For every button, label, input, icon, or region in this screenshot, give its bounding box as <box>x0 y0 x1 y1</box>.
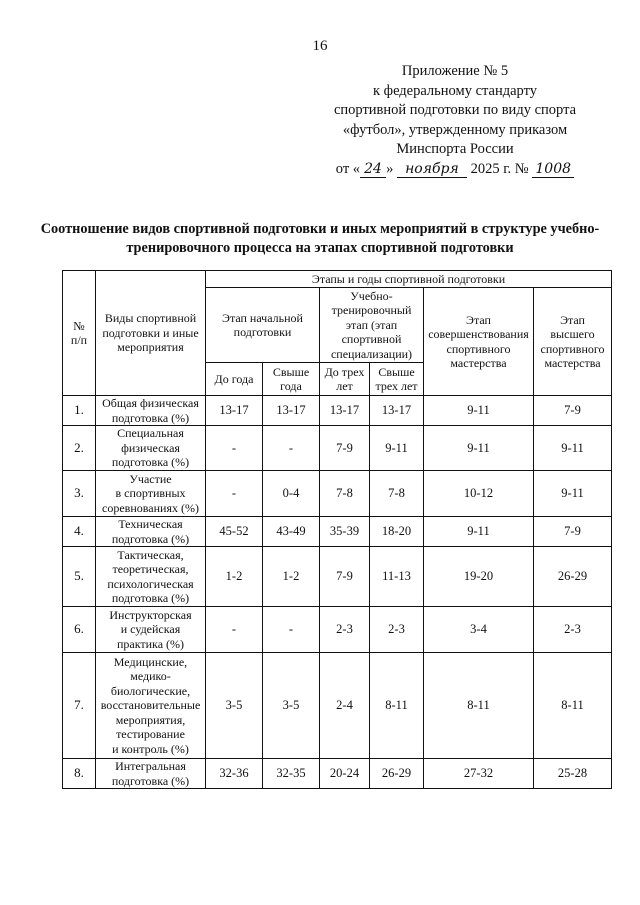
cell-value: 27-32 <box>424 759 534 789</box>
row-number: 8. <box>63 759 96 789</box>
cell-value: 19-20 <box>424 547 534 607</box>
row-number: 5. <box>63 547 96 607</box>
col-header-up-to-three: До трех лет <box>320 363 370 396</box>
order-month: ноября <box>397 162 467 178</box>
cell-value: 13-17 <box>263 396 320 426</box>
table-row <box>63 547 612 607</box>
annex-header <box>310 62 600 180</box>
cell-value: 8-11 <box>424 653 534 759</box>
row-number: 1. <box>63 396 96 426</box>
cell-value: 35-39 <box>320 517 370 547</box>
cell-value: 9-11 <box>424 426 534 471</box>
table-row <box>63 517 612 547</box>
cell-value: - <box>263 607 320 653</box>
annex-line-4: «футбол», утвержденному приказом <box>342 121 568 138</box>
col-header-stage-highest: Этап высшего спортивного мастерства <box>534 288 612 396</box>
cell-value: 13-17 <box>320 396 370 426</box>
row-kind: Тактическая, теоретическая, психологическая подготовка (%) <box>96 547 206 607</box>
cell-value: - <box>263 426 320 471</box>
table-row <box>63 759 612 789</box>
col-header-stages-group: Этапы и годы спортивной подготовки <box>206 271 612 288</box>
table-row <box>63 607 612 653</box>
cell-value: 1-2 <box>263 547 320 607</box>
cell-value: 20-24 <box>320 759 370 789</box>
col-header-over-three: Свыше трех лет <box>370 363 424 396</box>
cell-value: 11-13 <box>370 547 424 607</box>
document-title: Соотношение видов спортивной подготовки и иных мероприятий в структуре учебно-тренировочного процесса на этапах спортивной подготовки <box>40 221 600 256</box>
cell-value: 2-3 <box>534 607 612 653</box>
cell-value: 32-36 <box>206 759 263 789</box>
row-kind: Специальная физическая подготовка (%) <box>96 426 206 471</box>
cell-value: 32-35 <box>263 759 320 789</box>
cell-value: 18-20 <box>370 517 424 547</box>
cell-value: 13-17 <box>370 396 424 426</box>
row-kind: Участие в спортивных соревнованиях (%) <box>96 471 206 517</box>
cell-value: 43-49 <box>263 517 320 547</box>
cell-value: 7-9 <box>320 426 370 471</box>
cell-value: 8-11 <box>534 653 612 759</box>
cell-value: 3-5 <box>206 653 263 759</box>
order-day: 24 <box>360 162 386 178</box>
col-header-number: № п/п <box>63 271 96 396</box>
annex-line-3: спортивной подготовки по виду спорта <box>333 102 577 119</box>
col-header-kinds: Виды спортивной подготовки и иные мероприятия <box>96 271 206 396</box>
cell-value: 9-11 <box>370 426 424 471</box>
quote-close: » <box>386 160 394 177</box>
cell-value: 45-52 <box>206 517 263 547</box>
cell-value: 1-2 <box>206 547 263 607</box>
annex-line-2: к федеральному стандарту <box>373 82 537 99</box>
col-header-stage-initial: Этап начальной подготовки <box>206 288 320 363</box>
cell-value: 2-3 <box>320 607 370 653</box>
cell-value: 8-11 <box>370 653 424 759</box>
cell-value: - <box>206 471 263 517</box>
col-header-over-year: Свыше года <box>263 363 320 396</box>
cell-value: 7-9 <box>534 396 612 426</box>
col-header-up-to-year: До года <box>206 363 263 396</box>
cell-value: - <box>206 607 263 653</box>
row-kind: Общая физическая подготовка (%) <box>96 396 206 426</box>
cell-value: 26-29 <box>370 759 424 789</box>
row-number: 4. <box>63 517 96 547</box>
cell-value: 9-11 <box>424 396 534 426</box>
cell-value: 7-8 <box>370 471 424 517</box>
cell-value: 25-28 <box>534 759 612 789</box>
cell-value: 9-11 <box>534 426 612 471</box>
col-header-stage-training: Учебно- тренировочный этап (этап спортивной специализации) <box>320 288 424 363</box>
order-date-line <box>310 160 600 180</box>
annex-line-5: Минспорта России <box>396 141 514 158</box>
row-number: 7. <box>63 653 96 759</box>
table-row <box>63 426 612 471</box>
cell-value: 0-4 <box>263 471 320 517</box>
order-number: 1008 <box>532 162 574 178</box>
cell-value: 7-9 <box>534 517 612 547</box>
order-year: 2025 г. № <box>470 160 529 177</box>
training-ratio-table <box>62 270 612 789</box>
cell-value: 26-29 <box>534 547 612 607</box>
row-kind: Техническая подготовка (%) <box>96 517 206 547</box>
cell-value: 3-4 <box>424 607 534 653</box>
cell-value: 13-17 <box>206 396 263 426</box>
cell-value: - <box>206 426 263 471</box>
table-row <box>63 653 612 759</box>
row-number: 2. <box>63 426 96 471</box>
cell-value: 9-11 <box>534 471 612 517</box>
cell-value: 7-9 <box>320 547 370 607</box>
row-number: 3. <box>63 471 96 517</box>
header-row-1 <box>63 271 612 288</box>
cell-value: 9-11 <box>424 517 534 547</box>
row-kind: Инструкторская и судейская практика (%) <box>96 607 206 653</box>
table-row <box>63 396 612 426</box>
cell-value: 7-8 <box>320 471 370 517</box>
row-number: 6. <box>63 607 96 653</box>
cell-value: 10-12 <box>424 471 534 517</box>
row-kind: Интегральная подготовка (%) <box>96 759 206 789</box>
table-row <box>63 471 612 517</box>
page-number: 16 <box>312 38 328 54</box>
cell-value: 2-4 <box>320 653 370 759</box>
cell-value: 3-5 <box>263 653 320 759</box>
col-header-stage-improvement: Этап совершенствования спортивного мастерства <box>424 288 534 396</box>
from-prefix: от « <box>335 160 361 177</box>
cell-value: 2-3 <box>370 607 424 653</box>
annex-line-1: Приложение № 5 <box>401 63 509 79</box>
row-kind: Медицинские, медико- биологические, восстановительные мероприятия, тестирование и контроль (%) <box>96 653 206 759</box>
